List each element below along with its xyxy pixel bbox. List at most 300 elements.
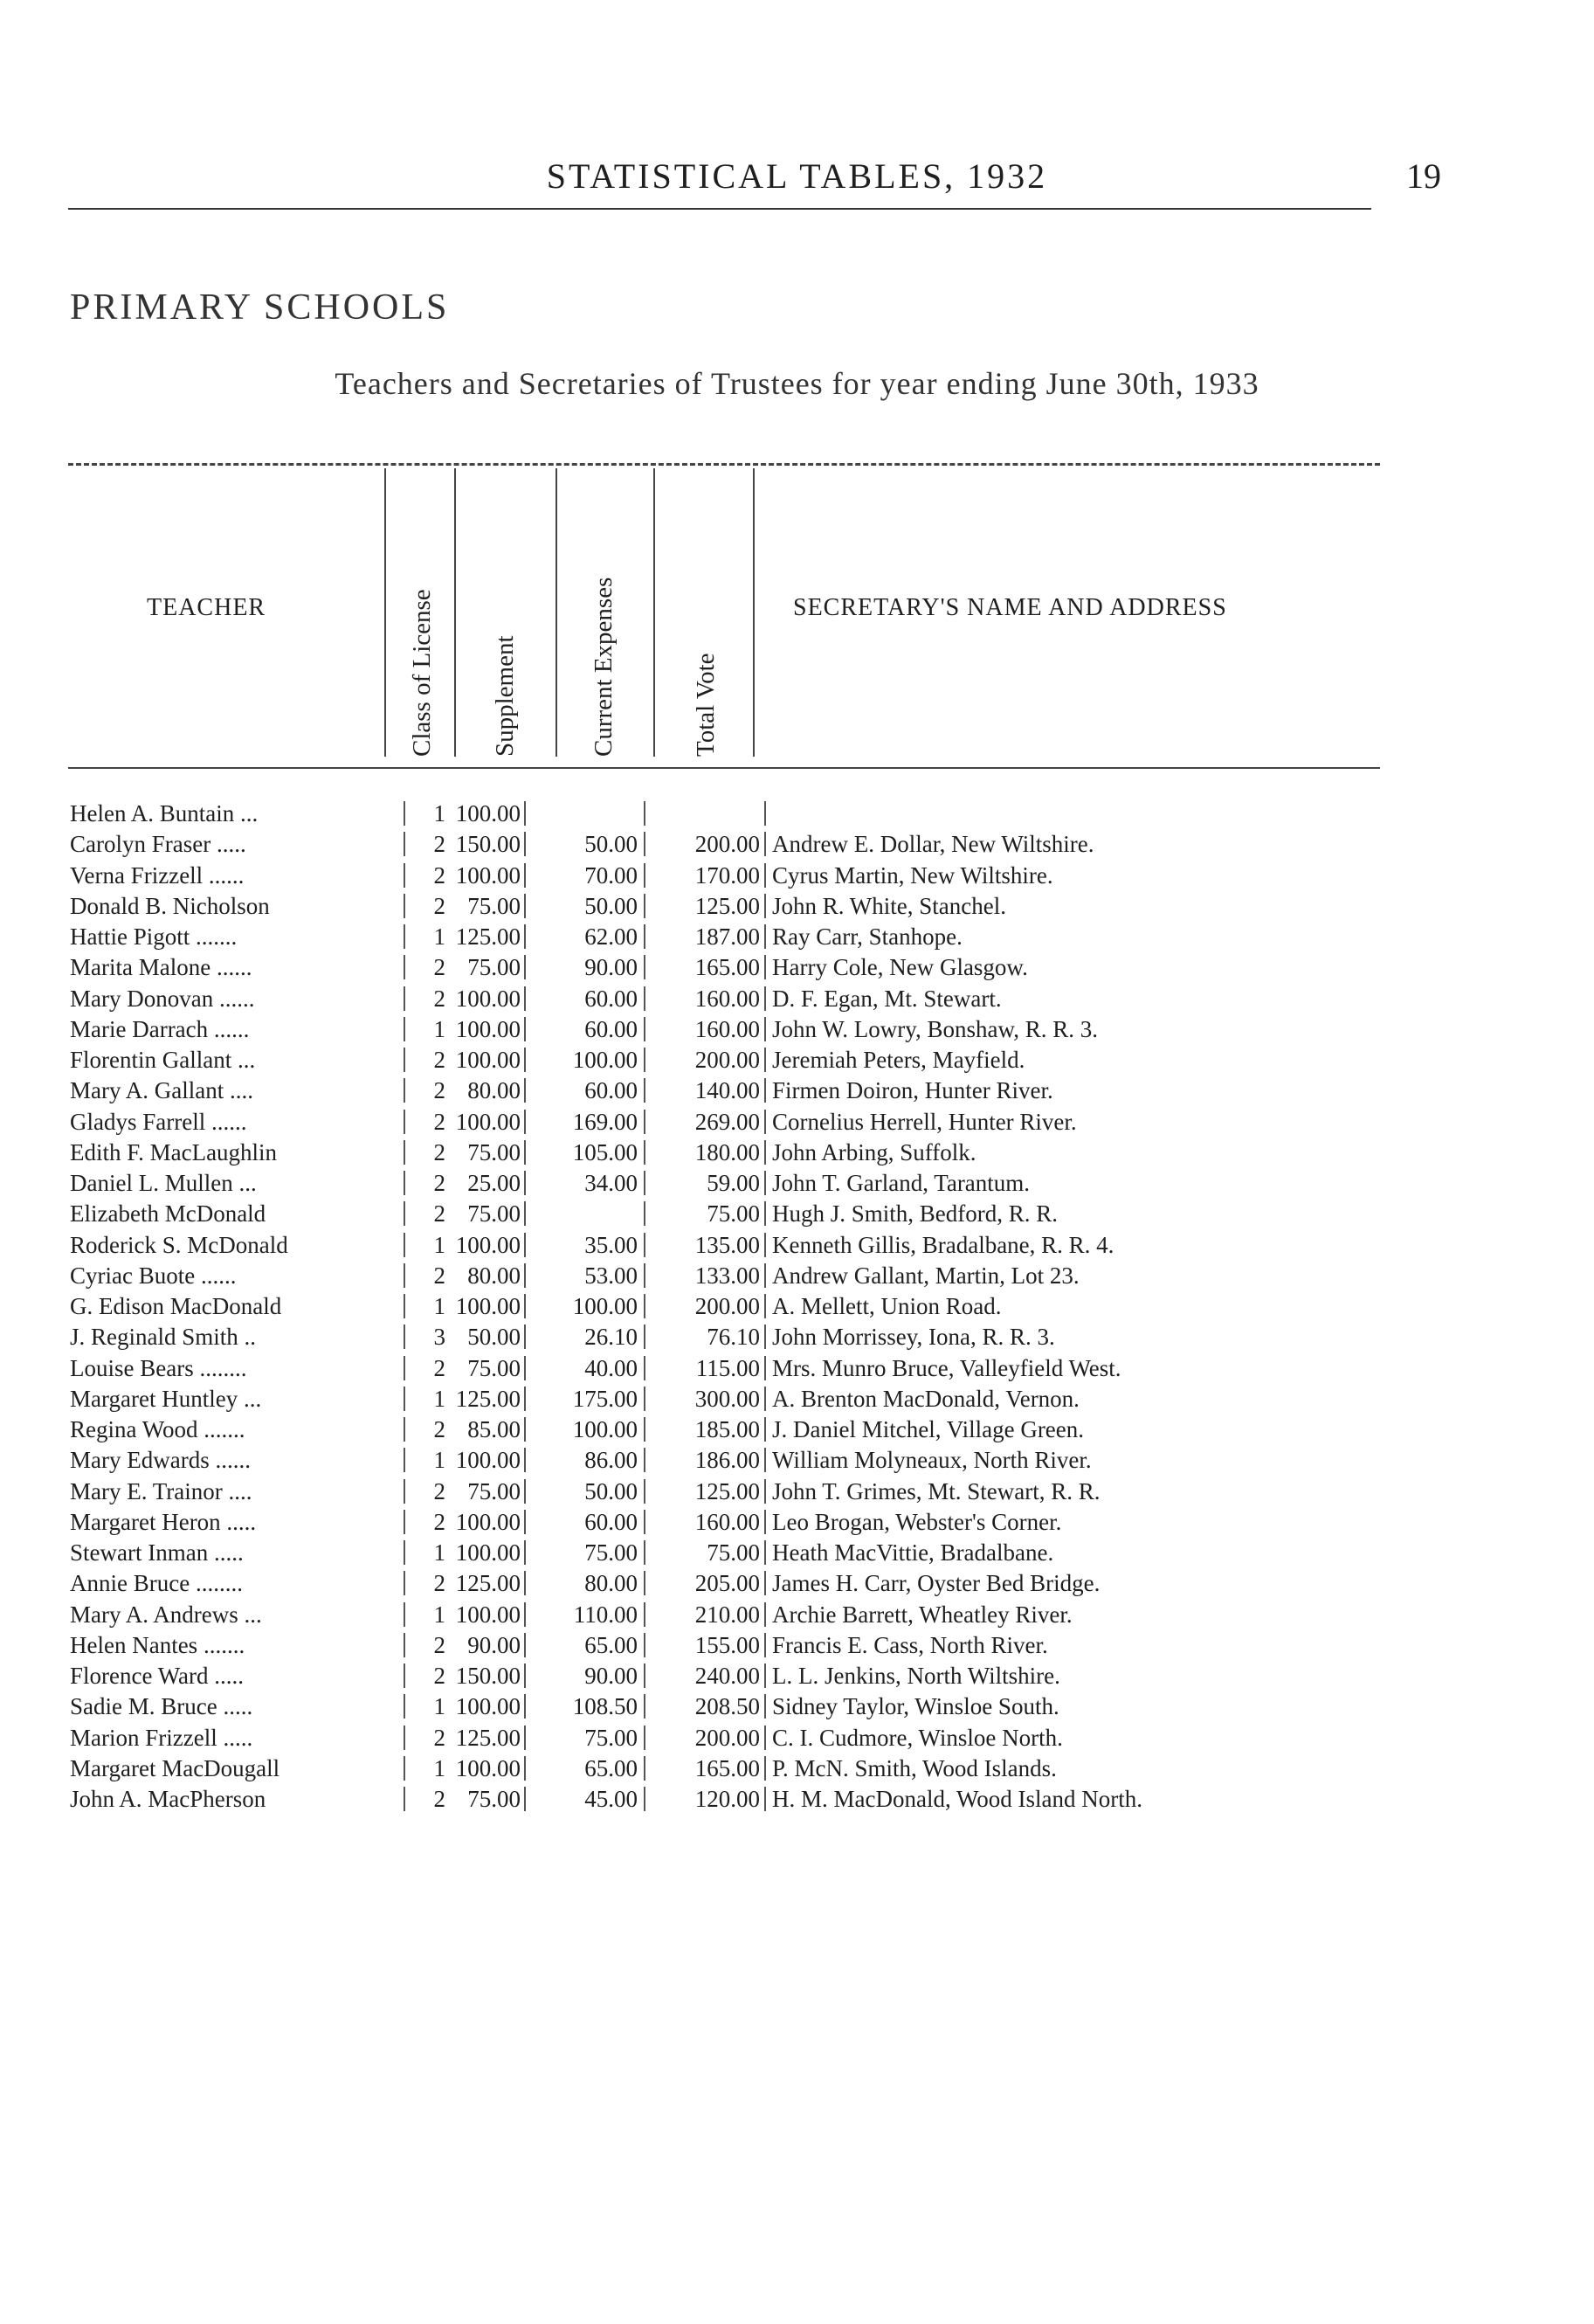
teacher-name: Florentin Gallant ... bbox=[70, 1047, 256, 1073]
total-vote-value: 269.00 bbox=[694, 1109, 760, 1135]
cell-separator bbox=[764, 1171, 766, 1195]
cell-separator bbox=[404, 1448, 405, 1472]
class-of-license: 2 bbox=[433, 893, 445, 919]
total-vote-value: 208.50 bbox=[694, 1693, 760, 1719]
current-expenses-value: 100.00 bbox=[572, 1416, 638, 1442]
cell-separator bbox=[524, 1201, 526, 1226]
table-row bbox=[0, 828, 1594, 860]
current-expenses-value: 65.00 bbox=[584, 1632, 638, 1658]
cell-separator bbox=[644, 1479, 645, 1504]
cell-separator bbox=[644, 955, 645, 979]
class-of-license: 1 bbox=[433, 800, 445, 827]
table-row bbox=[0, 1352, 1594, 1384]
supplement-value: 80.00 bbox=[467, 1262, 521, 1289]
class-of-license: 1 bbox=[433, 1539, 445, 1566]
cell-separator bbox=[524, 1417, 526, 1442]
table-row bbox=[0, 1013, 1594, 1045]
table-row bbox=[0, 1229, 1594, 1261]
cell-separator bbox=[524, 1356, 526, 1380]
cell-separator bbox=[524, 1387, 526, 1411]
class-of-license: 2 bbox=[433, 1632, 445, 1658]
class-of-license: 2 bbox=[433, 1570, 445, 1596]
class-of-license: 2 bbox=[433, 954, 445, 980]
secretary-name-address: Sidney Taylor, Winsloe South. bbox=[772, 1693, 1059, 1719]
cell-separator bbox=[644, 1633, 645, 1657]
current-expenses-value: 90.00 bbox=[584, 954, 638, 980]
table-row bbox=[0, 1599, 1594, 1630]
cell-separator bbox=[764, 1417, 766, 1442]
cell-separator bbox=[524, 1694, 526, 1719]
cell-separator bbox=[764, 1540, 766, 1565]
teacher-name: Mary E. Trainor .... bbox=[70, 1478, 252, 1504]
total-vote-value: 160.00 bbox=[694, 1016, 760, 1042]
cell-separator bbox=[524, 1479, 526, 1504]
cell-separator bbox=[764, 1017, 766, 1041]
teacher-name: Elizabeth McDonald bbox=[70, 1200, 266, 1227]
cell-separator bbox=[524, 1756, 526, 1781]
secretary-name-address: James H. Carr, Oyster Bed Bridge. bbox=[772, 1570, 1101, 1596]
total-vote-value: 125.00 bbox=[694, 1478, 760, 1504]
teacher-name: John A. MacPherson bbox=[70, 1786, 266, 1812]
secretary-name-address: William Molyneaux, North River. bbox=[772, 1447, 1092, 1473]
cell-separator bbox=[404, 894, 405, 918]
secretary-name-address: Cornelius Herrell, Hunter River. bbox=[772, 1109, 1077, 1135]
current-expenses-value: 105.00 bbox=[572, 1139, 638, 1165]
cell-separator bbox=[524, 986, 526, 1011]
secretary-name-address: H. M. MacDonald, Wood Island North. bbox=[772, 1786, 1143, 1812]
supplement-value: 100.00 bbox=[455, 1509, 521, 1535]
class-of-license: 2 bbox=[433, 1109, 445, 1135]
cell-separator bbox=[644, 1540, 645, 1565]
supplement-value: 85.00 bbox=[467, 1416, 521, 1442]
table-row bbox=[0, 1629, 1594, 1661]
cell-separator bbox=[524, 1448, 526, 1472]
cell-separator bbox=[524, 1602, 526, 1627]
cell-separator bbox=[644, 924, 645, 949]
class-of-license: 1 bbox=[433, 1386, 445, 1412]
supplement-value: 100.00 bbox=[455, 1109, 521, 1135]
supplement-value: 100.00 bbox=[455, 1601, 521, 1628]
table-row bbox=[0, 1044, 1594, 1076]
current-expenses-value: 70.00 bbox=[584, 862, 638, 889]
teacher-name: Florence Ward ..... bbox=[70, 1663, 245, 1689]
current-expenses-value: 100.00 bbox=[572, 1047, 638, 1073]
cell-separator bbox=[764, 1140, 766, 1165]
column-divider bbox=[384, 468, 386, 757]
secretary-name-address: Francis E. Cass, North River. bbox=[772, 1632, 1048, 1658]
cell-separator bbox=[644, 863, 645, 888]
secretary-name-address: Andrew E. Dollar, New Wiltshire. bbox=[772, 831, 1094, 857]
teacher-name: Stewart Inman ..... bbox=[70, 1539, 244, 1566]
class-of-license: 2 bbox=[433, 1786, 445, 1812]
teacher-name: Regina Wood ....... bbox=[70, 1416, 245, 1442]
cell-separator bbox=[524, 1140, 526, 1165]
cell-separator bbox=[644, 1387, 645, 1411]
teacher-name: Hattie Pigott ....... bbox=[70, 923, 238, 950]
cell-separator bbox=[524, 1325, 526, 1349]
table-row bbox=[0, 1106, 1594, 1138]
total-vote-value: 165.00 bbox=[694, 1755, 760, 1781]
class-of-license: 2 bbox=[433, 1047, 445, 1073]
supplement-value: 125.00 bbox=[455, 923, 521, 950]
table-row bbox=[0, 798, 1594, 829]
current-expenses-value: 75.00 bbox=[584, 1539, 638, 1566]
total-vote-value: 75.00 bbox=[707, 1539, 760, 1566]
cell-separator bbox=[764, 832, 766, 856]
table-row bbox=[0, 1260, 1594, 1291]
total-vote-value: 185.00 bbox=[694, 1416, 760, 1442]
teacher-name: Annie Bruce ........ bbox=[70, 1570, 243, 1596]
cell-separator bbox=[644, 986, 645, 1011]
supplement-value: 90.00 bbox=[467, 1632, 521, 1658]
total-vote-value: 200.00 bbox=[694, 1725, 760, 1751]
current-expenses-value: 50.00 bbox=[584, 831, 638, 857]
cell-separator bbox=[644, 1233, 645, 1257]
cell-separator bbox=[764, 1233, 766, 1257]
current-expenses-value: 50.00 bbox=[584, 1478, 638, 1504]
class-of-license: 1 bbox=[433, 1693, 445, 1719]
supplement-value: 100.00 bbox=[455, 1232, 521, 1258]
secretary-column-header: SECRETARY'S NAME AND ADDRESS bbox=[793, 594, 1227, 621]
cell-separator bbox=[764, 863, 766, 888]
total-vote-value: 76.10 bbox=[707, 1324, 760, 1350]
cell-separator bbox=[644, 1726, 645, 1750]
current-expenses-value: 65.00 bbox=[584, 1755, 638, 1781]
cell-separator bbox=[404, 1294, 405, 1318]
cell-separator bbox=[524, 1787, 526, 1811]
supplement-value: 80.00 bbox=[467, 1077, 521, 1103]
total-vote-value: 200.00 bbox=[694, 831, 760, 857]
total-vote-value: 240.00 bbox=[694, 1663, 760, 1689]
cell-separator bbox=[524, 924, 526, 949]
cell-separator bbox=[764, 1325, 766, 1349]
cell-separator bbox=[524, 1263, 526, 1288]
teacher-name: Daniel L. Mullen ... bbox=[70, 1170, 257, 1196]
cell-separator bbox=[644, 1263, 645, 1288]
class-of-license: 2 bbox=[433, 1170, 445, 1196]
cell-separator bbox=[404, 1387, 405, 1411]
current-expenses-column-header: Current Expenses bbox=[590, 577, 618, 757]
class-of-license: 2 bbox=[433, 1262, 445, 1289]
column-divider bbox=[653, 468, 655, 757]
teacher-name: Carolyn Fraser ..... bbox=[70, 831, 246, 857]
cell-separator bbox=[404, 1726, 405, 1750]
table-row bbox=[0, 1290, 1594, 1322]
cell-separator bbox=[644, 1140, 645, 1165]
cell-separator bbox=[404, 1078, 405, 1103]
cell-separator bbox=[764, 1263, 766, 1288]
table-row bbox=[0, 1537, 1594, 1568]
supplement-value: 100.00 bbox=[455, 1755, 521, 1781]
teacher-name: Cyriac Buote ...... bbox=[70, 1262, 237, 1289]
cell-separator bbox=[524, 1110, 526, 1134]
current-expenses-value: 60.00 bbox=[584, 1016, 638, 1042]
secretary-name-address: John W. Lowry, Bonshaw, R. R. 3. bbox=[772, 1016, 1099, 1042]
teacher-name: G. Edison MacDonald bbox=[70, 1293, 282, 1319]
cell-separator bbox=[524, 1048, 526, 1072]
cell-separator bbox=[644, 1417, 645, 1442]
current-expenses-value: 26.10 bbox=[584, 1324, 638, 1350]
cell-separator bbox=[404, 1110, 405, 1134]
class-of-license: 2 bbox=[433, 1663, 445, 1689]
class-of-license: 1 bbox=[433, 1293, 445, 1319]
total-vote-value: 187.00 bbox=[694, 923, 760, 950]
cell-separator bbox=[524, 1294, 526, 1318]
cell-separator bbox=[404, 1510, 405, 1534]
teacher-name: Verna Frizzell ...... bbox=[70, 862, 245, 889]
cell-separator bbox=[404, 1663, 405, 1688]
cell-separator bbox=[764, 1078, 766, 1103]
table-row bbox=[0, 1414, 1594, 1445]
cell-separator bbox=[644, 1571, 645, 1595]
cell-separator bbox=[524, 863, 526, 888]
supplement-value: 25.00 bbox=[467, 1170, 521, 1196]
cell-separator bbox=[644, 1048, 645, 1072]
total-vote-value: 125.00 bbox=[694, 893, 760, 919]
cell-separator bbox=[524, 832, 526, 856]
cell-separator bbox=[644, 1602, 645, 1627]
class-of-license-column-header: Class of License bbox=[408, 589, 436, 757]
current-expenses-value: 60.00 bbox=[584, 1509, 638, 1535]
cell-separator bbox=[764, 1726, 766, 1750]
teacher-name: Marita Malone ...... bbox=[70, 954, 252, 980]
current-expenses-value: 75.00 bbox=[584, 1725, 638, 1751]
column-divider bbox=[454, 468, 456, 757]
class-of-license: 2 bbox=[433, 1725, 445, 1751]
current-expenses-value: 100.00 bbox=[572, 1293, 638, 1319]
cell-separator bbox=[764, 1448, 766, 1472]
secretary-name-address: Hugh J. Smith, Bedford, R. R. bbox=[772, 1200, 1059, 1227]
class-of-license: 1 bbox=[433, 923, 445, 950]
table-row bbox=[0, 1753, 1594, 1784]
cell-separator bbox=[404, 1571, 405, 1595]
cell-separator bbox=[524, 1726, 526, 1750]
cell-separator bbox=[524, 894, 526, 918]
supplement-value: 75.00 bbox=[467, 1200, 521, 1227]
secretary-name-address: A. Mellett, Union Road. bbox=[772, 1293, 1002, 1319]
teacher-name: Margaret Heron ..... bbox=[70, 1509, 257, 1535]
secretary-name-address: Heath MacVittie, Bradalbane. bbox=[772, 1539, 1054, 1566]
column-divider bbox=[555, 468, 557, 757]
table-row bbox=[0, 1476, 1594, 1507]
cell-separator bbox=[644, 1787, 645, 1811]
secretary-name-address: Cyrus Martin, New Wiltshire. bbox=[772, 862, 1053, 889]
cell-separator bbox=[404, 863, 405, 888]
cell-separator bbox=[644, 801, 645, 826]
cell-separator bbox=[404, 986, 405, 1011]
table-row bbox=[0, 1722, 1594, 1753]
class-of-license: 2 bbox=[433, 1139, 445, 1165]
cell-separator bbox=[404, 1325, 405, 1349]
cell-separator bbox=[644, 1448, 645, 1472]
table-row bbox=[0, 860, 1594, 891]
cell-separator bbox=[404, 1140, 405, 1165]
secretary-name-address: John T. Grimes, Mt. Stewart, R. R. bbox=[772, 1478, 1101, 1504]
supplement-value: 100.00 bbox=[455, 1047, 521, 1073]
table-row bbox=[0, 1383, 1594, 1414]
current-expenses-value: 60.00 bbox=[584, 1077, 638, 1103]
cell-separator bbox=[404, 1540, 405, 1565]
secretary-name-address: Ray Carr, Stanhope. bbox=[772, 923, 963, 950]
cell-separator bbox=[644, 1694, 645, 1719]
secretary-name-address: Harry Cole, New Glasgow. bbox=[772, 954, 1028, 980]
cell-separator bbox=[764, 1663, 766, 1688]
table-row bbox=[0, 890, 1594, 922]
total-vote-value: 160.00 bbox=[694, 1509, 760, 1535]
class-of-license: 2 bbox=[433, 1200, 445, 1227]
table-row bbox=[0, 921, 1594, 952]
current-expenses-value: 35.00 bbox=[584, 1232, 638, 1258]
supplement-value: 100.00 bbox=[455, 1293, 521, 1319]
table-row bbox=[0, 983, 1594, 1014]
teacher-column-header: TEACHER bbox=[147, 594, 266, 621]
class-of-license: 1 bbox=[433, 1755, 445, 1781]
current-expenses-value: 34.00 bbox=[584, 1170, 638, 1196]
teacher-name: Donald B. Nicholson bbox=[70, 893, 270, 919]
cell-separator bbox=[644, 1171, 645, 1195]
supplement-value: 75.00 bbox=[467, 954, 521, 980]
cell-separator bbox=[524, 1233, 526, 1257]
current-expenses-value: 108.50 bbox=[572, 1693, 638, 1719]
class-of-license: 1 bbox=[433, 1601, 445, 1628]
cell-separator bbox=[644, 1356, 645, 1380]
cell-separator bbox=[644, 1756, 645, 1781]
secretary-name-address: John T. Garland, Tarantum. bbox=[772, 1170, 1031, 1196]
cell-separator bbox=[524, 1017, 526, 1041]
running-title: STATISTICAL TABLES, 1932 bbox=[546, 156, 1048, 196]
total-vote-value: 75.00 bbox=[707, 1200, 760, 1227]
supplement-value: 125.00 bbox=[455, 1570, 521, 1596]
current-expenses-value: 90.00 bbox=[584, 1663, 638, 1689]
class-of-license: 3 bbox=[433, 1324, 445, 1350]
table-row bbox=[0, 1660, 1594, 1691]
total-vote-value: 180.00 bbox=[694, 1139, 760, 1165]
teacher-name: Marie Darrach ...... bbox=[70, 1016, 250, 1042]
cell-separator bbox=[404, 1417, 405, 1442]
cell-separator bbox=[764, 955, 766, 979]
teacher-name: Louise Bears ........ bbox=[70, 1355, 247, 1381]
teacher-name: Mary A. Andrews ... bbox=[70, 1601, 262, 1628]
cell-separator bbox=[404, 1479, 405, 1504]
cell-separator bbox=[644, 1294, 645, 1318]
column-divider bbox=[753, 468, 755, 757]
cell-separator bbox=[404, 1787, 405, 1811]
cell-separator bbox=[524, 1510, 526, 1534]
cell-separator bbox=[404, 1048, 405, 1072]
total-vote-value: 115.00 bbox=[695, 1355, 760, 1381]
cell-separator bbox=[644, 1110, 645, 1134]
current-expenses-value: 53.00 bbox=[584, 1262, 638, 1289]
table-header-rule bbox=[68, 767, 1380, 769]
secretary-name-address: John Arbing, Suffolk. bbox=[772, 1139, 976, 1165]
total-vote-value: 210.00 bbox=[694, 1601, 760, 1628]
current-expenses-value: 40.00 bbox=[584, 1355, 638, 1381]
class-of-license: 1 bbox=[433, 1016, 445, 1042]
secretary-name-address: C. I. Cudmore, Winsloe North. bbox=[772, 1725, 1063, 1751]
current-expenses-value: 45.00 bbox=[584, 1786, 638, 1812]
cell-separator bbox=[404, 1263, 405, 1288]
supplement-value: 75.00 bbox=[467, 1139, 521, 1165]
teacher-name: Helen A. Buntain ... bbox=[70, 800, 259, 827]
supplement-value: 150.00 bbox=[455, 1663, 521, 1689]
current-expenses-value: 80.00 bbox=[584, 1570, 638, 1596]
subtitle: Teachers and Secretaries of Trustees for year ending June 30th, 1933 bbox=[335, 366, 1259, 401]
supplement-value: 100.00 bbox=[455, 800, 521, 827]
supplement-value: 100.00 bbox=[455, 862, 521, 889]
cell-separator bbox=[644, 1017, 645, 1041]
supplement-value: 150.00 bbox=[455, 831, 521, 857]
cell-separator bbox=[524, 1633, 526, 1657]
cell-separator bbox=[764, 1201, 766, 1226]
cell-separator bbox=[764, 986, 766, 1011]
total-vote-value: 140.00 bbox=[694, 1077, 760, 1103]
cell-separator bbox=[764, 1602, 766, 1627]
cell-separator bbox=[764, 1510, 766, 1534]
total-vote-value: 160.00 bbox=[694, 986, 760, 1012]
cell-separator bbox=[404, 1633, 405, 1657]
table-row bbox=[0, 1137, 1594, 1168]
cell-separator bbox=[764, 1633, 766, 1657]
cell-separator bbox=[524, 801, 526, 826]
cell-separator bbox=[764, 1479, 766, 1504]
total-vote-value: 135.00 bbox=[694, 1232, 760, 1258]
secretary-name-address: Mrs. Munro Bruce, Valleyfield West. bbox=[772, 1355, 1121, 1381]
supplement-value: 75.00 bbox=[467, 1478, 521, 1504]
secretary-name-address: P. McN. Smith, Wood Islands. bbox=[772, 1755, 1057, 1781]
cell-separator bbox=[644, 1325, 645, 1349]
cell-separator bbox=[524, 1078, 526, 1103]
cell-separator bbox=[404, 1602, 405, 1627]
cell-separator bbox=[764, 894, 766, 918]
secretary-name-address: Andrew Gallant, Martin, Lot 23. bbox=[772, 1262, 1080, 1289]
teacher-name: Roderick S. McDonald bbox=[70, 1232, 288, 1258]
class-of-license: 2 bbox=[433, 1355, 445, 1381]
cell-separator bbox=[404, 1756, 405, 1781]
table-row bbox=[0, 1506, 1594, 1538]
cell-separator bbox=[764, 801, 766, 826]
cell-separator bbox=[764, 1387, 766, 1411]
supplement-value: 75.00 bbox=[467, 893, 521, 919]
teacher-name: Mary A. Gallant .... bbox=[70, 1077, 253, 1103]
section-title: PRIMARY SCHOOLS bbox=[70, 287, 450, 328]
cell-separator bbox=[644, 1510, 645, 1534]
supplement-value: 100.00 bbox=[455, 1539, 521, 1566]
table-row bbox=[0, 1567, 1594, 1599]
table-row bbox=[0, 1444, 1594, 1476]
cell-separator bbox=[764, 1756, 766, 1781]
teacher-name: Sadie M. Bruce ..... bbox=[70, 1693, 253, 1719]
cell-separator bbox=[764, 1048, 766, 1072]
class-of-license: 1 bbox=[433, 1232, 445, 1258]
class-of-license: 2 bbox=[433, 1478, 445, 1504]
total-vote-value: 155.00 bbox=[694, 1632, 760, 1658]
cell-separator bbox=[764, 1571, 766, 1595]
secretary-name-address: Leo Brogan, Webster's Corner. bbox=[772, 1509, 1062, 1535]
cell-separator bbox=[644, 832, 645, 856]
secretary-name-address: Archie Barrett, Wheatley River. bbox=[772, 1601, 1073, 1628]
teacher-name: Mary Donovan ...... bbox=[70, 986, 255, 1012]
cell-separator bbox=[404, 1356, 405, 1380]
secretary-name-address: Jeremiah Peters, Mayfield. bbox=[772, 1047, 1025, 1073]
total-vote-value: 200.00 bbox=[694, 1047, 760, 1073]
cell-separator bbox=[404, 832, 405, 856]
supplement-value: 100.00 bbox=[455, 1016, 521, 1042]
secretary-name-address: John Morrissey, Iona, R. R. 3. bbox=[772, 1324, 1055, 1350]
page-number: 19 bbox=[1406, 156, 1441, 196]
cell-separator bbox=[524, 955, 526, 979]
class-of-license: 1 bbox=[433, 1447, 445, 1473]
table-row bbox=[0, 1167, 1594, 1199]
